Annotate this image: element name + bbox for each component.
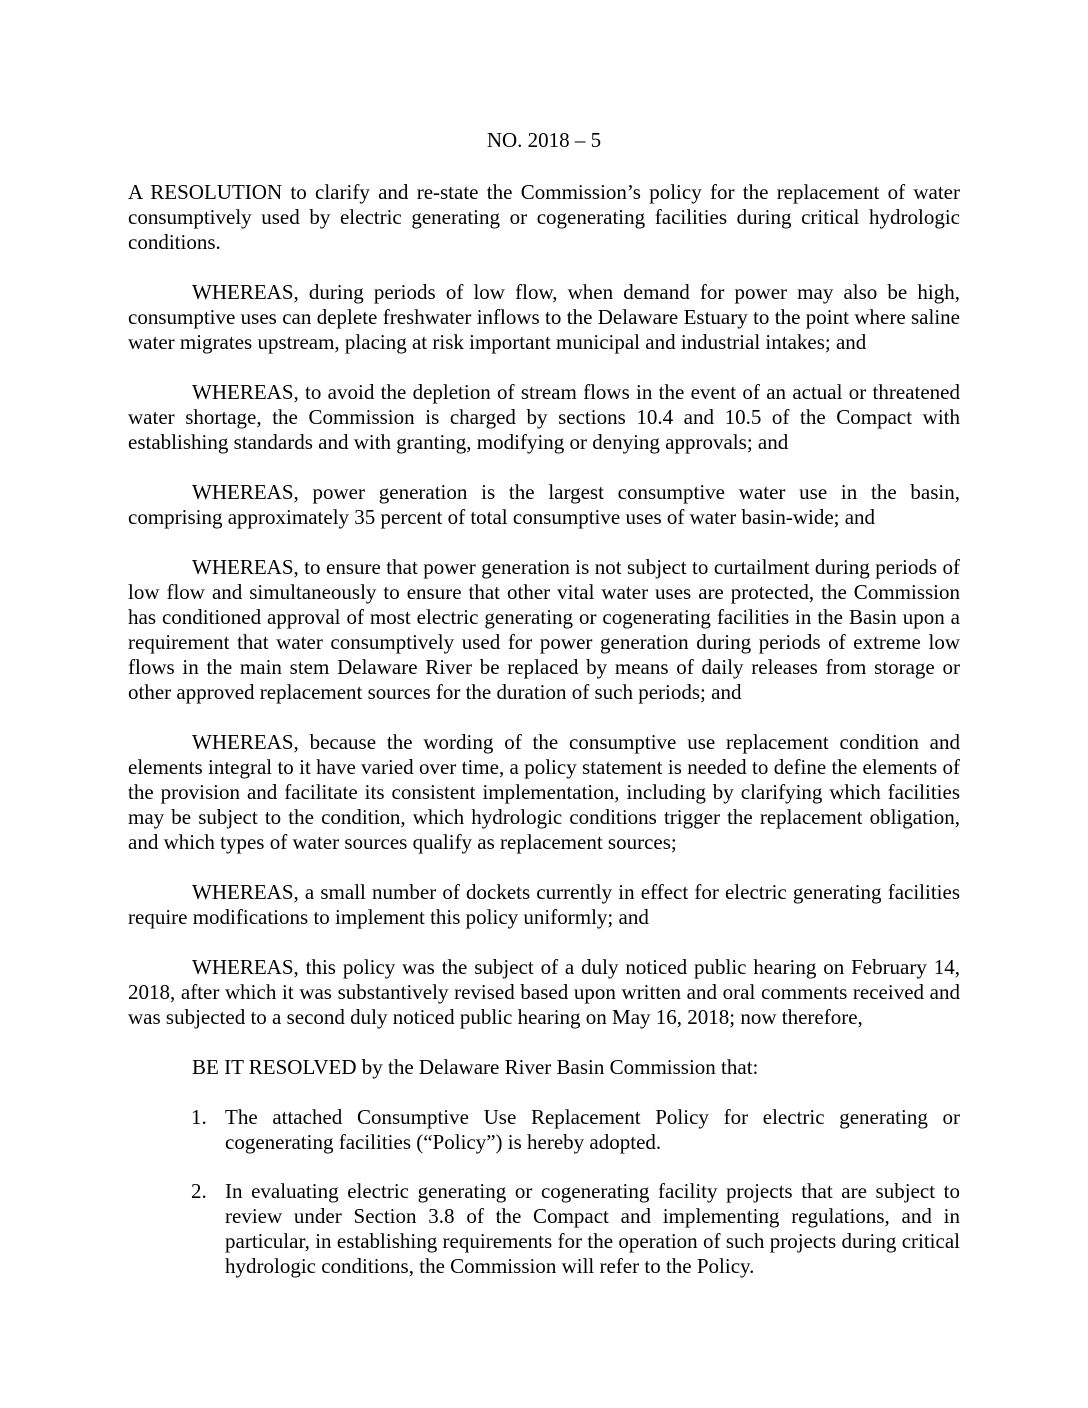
list-item-text: The attached Consumptive Use Replacement Policy for electric generating or cogenerating facilities (“Policy”) is hereby adopted. bbox=[225, 1105, 960, 1154]
resolution-document bbox=[128, 128, 960, 1303]
whereas-clause: WHEREAS, to avoid the depletion of stream flows in the event of an actual or threatened water shortage, the Commission is charged by sections 10.4 and 10.5 of the Compact with establishing standards and with granting, modifying or denying approvals; and bbox=[128, 380, 960, 454]
whereas-clause: WHEREAS, during periods of low flow, when demand for power may also be high, consumptive uses can deplete freshwater inflows to the Delaware Estuary to the point where saline water migrates upstream, placing at risk important municipal and industrial intakes; and bbox=[128, 280, 960, 354]
resolution-intro: A RESOLUTION to clarify and re-state the Commission’s policy for the replacement of water consumptively used by electric generating or cogenerating facilities during critical hydrologic conditions. bbox=[128, 180, 960, 254]
whereas-clause: WHEREAS, because the wording of the consumptive use replacement condition and elements integral to it have varied over time, a policy statement is needed to define the elements of the provision and facilitate its consistent implementation, including by clarifying which facilities may be subject to the condition, which hydrologic conditions trigger the replacement obligation, and which types of water sources qualify as replacement sources; bbox=[128, 730, 960, 854]
resolution-list bbox=[128, 1105, 960, 1279]
list-item-number: 2. bbox=[191, 1179, 207, 1203]
list-item bbox=[128, 1179, 960, 1279]
list-item-text: In evaluating electric generating or cogenerating facility projects that are subject to review under Section 3.8 of the Compact and implementing regulations, and in particular, in establishing requirements for the operation of such projects during critical hydrologic conditions, the Commission will refer to the Policy. bbox=[225, 1179, 960, 1278]
resolved-clause: BE IT RESOLVED by the Delaware River Basin Commission that: bbox=[192, 1055, 759, 1079]
whereas-clause: WHEREAS, to ensure that power generation is not subject to curtailment during periods of low flow and simultaneously to ensure that other vital water uses are protected, the Commission has conditioned approval of most electric generating or cogenerating facilities in the Basin upon a requirement that water consumptively used for power generation during periods of extreme low flows in the main stem Delaware River be replaced by means of daily releases from storage or other approved replacement sources for the duration of such periods; and bbox=[128, 555, 960, 704]
whereas-clause: WHEREAS, this policy was the subject of a duly noticed public hearing on February 14, 2018, after which it was substantively revised based upon written and oral comments received and was subjected to a second duly noticed public hearing on May 16, 2018; now therefore, bbox=[128, 955, 960, 1029]
list-item-number: 1. bbox=[191, 1105, 207, 1129]
whereas-clause: WHEREAS, power generation is the largest consumptive water use in the basin, comprising approximately 35 percent of total consumptive uses of water basin-wide; and bbox=[128, 480, 960, 529]
whereas-clause: WHEREAS, a small number of dockets currently in effect for electric generating facilities require modifications to implement this policy uniformly; and bbox=[128, 880, 960, 929]
list-item bbox=[128, 1105, 960, 1155]
resolution-number: NO. 2018 – 5 bbox=[486, 128, 602, 152]
